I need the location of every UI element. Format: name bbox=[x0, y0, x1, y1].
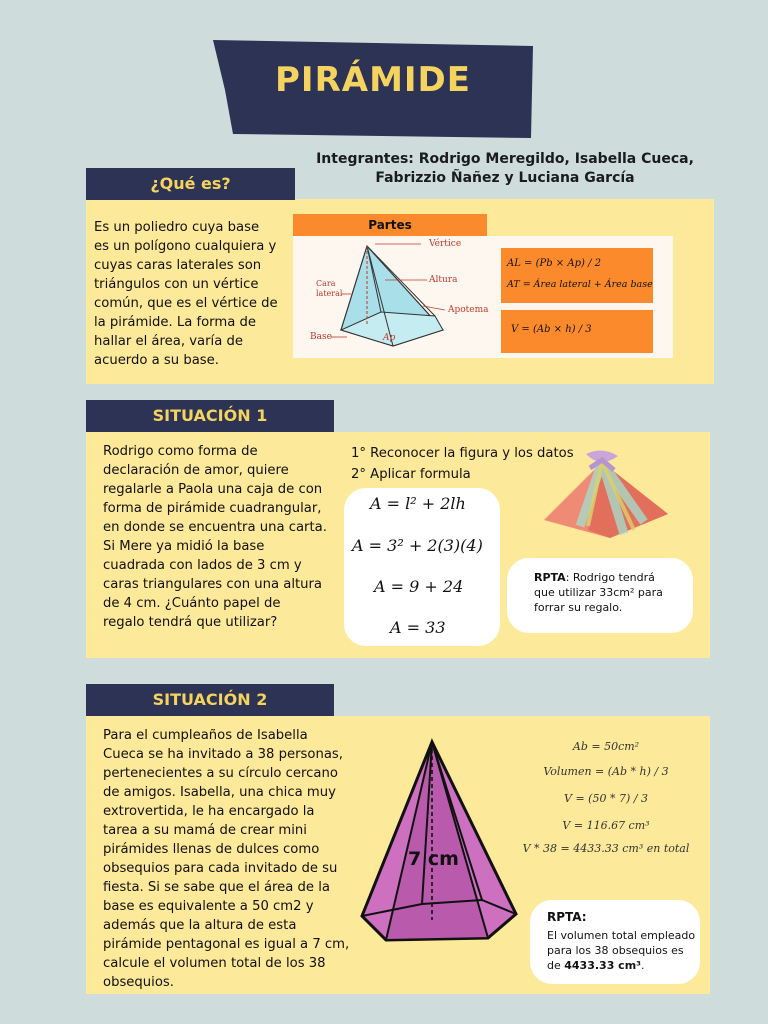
members-credit: Integrantes: Rodrigo Meregildo, Isabella Cueca, Fabrizzio Ñañez y Luciana García bbox=[316, 151, 694, 186]
vertice-label: Vértice bbox=[429, 239, 462, 249]
area-formulas-box: AL = (Pb × Ap) / 2 AT = Área lateral + Área base bbox=[501, 248, 653, 303]
situacion2-heading: SITUACIÓN 2 bbox=[86, 684, 334, 716]
situacion1-steps: 1° Reconocer la figura y los datos 2° Aplicar formula bbox=[351, 446, 574, 482]
base-label: Base bbox=[310, 332, 332, 342]
situacion2-equations: Ab = 50cm² Volumen = (Ab * h) / 3 V = (50 * 7) / 3 V = 116.67 cm³ V * 38 = 4433.33 cm³ en total bbox=[522, 740, 690, 855]
altura-label: Altura bbox=[429, 275, 458, 285]
pentagonal-pyramid-image bbox=[352, 736, 520, 948]
apotema-label: Apotema bbox=[448, 305, 489, 315]
ap-label: Ap bbox=[383, 333, 396, 343]
situacion2-answer: RPTA: El volumen total empleado para los 38 obsequios es de 4433.33 cm³. bbox=[530, 900, 700, 984]
situacion1-answer: RPTA: Rodrigo tendrá que utilizar 33cm² para forrar su regalo. bbox=[507, 558, 693, 633]
situacion1-equations: A = l² + 2lh A = 3² + 2(3)(4) A = 9 + 24 A = 33 bbox=[344, 488, 500, 646]
partes-label: Partes bbox=[293, 214, 487, 236]
situacion1-heading: SITUACIÓN 1 bbox=[86, 400, 334, 432]
situacion1-text: Rodrigo como forma de declaración de amor, quiere regalarle a Paola una caja de con forma de pirámide cuadrangular, en donde se encuentra una carta. Si Mere ya midió la base cuadrada con lados de 3 cm y caras triangulares con una altura de 4 cm. ¿Cuánto papel de regalo tendrá que utilizar? bbox=[103, 444, 327, 630]
que-es-text: Es un poliedro cuya base es un polígono cualquiera y cuyas caras laterales son triángulos con un vértice común, que es el vértice de la pirámide. La forma de hallar el área, varía de acuerdo a su base. bbox=[94, 220, 278, 368]
que-es-heading: ¿Qué es? bbox=[86, 168, 295, 200]
volume-formula-box: V = (Ab × h) / 3 bbox=[501, 310, 653, 353]
height-label: 7 cm bbox=[408, 848, 459, 870]
cara-lateral-label: Cara lateral bbox=[316, 279, 343, 298]
gift-pyramid-image bbox=[540, 448, 672, 540]
situacion2-text: Para el cumpleaños de Isabella Cueca se ha invitado a 38 personas, pertenecientes a su círculo cercano de amigos. Isabella, una chica muy extrovertida, le ha encargado la tarea a su mamá de crear mini pirámides llenas de dulces como obsequios para cada invitado de su fiesta. Si se sabe que el área de la base es equivalente a 50 cm2 y además que la altura de esta pirámide pentagonal es igual a 7 cm, calcule el volumen total de los 38 obsequios. bbox=[103, 728, 350, 990]
page-title: PIRÁMIDE bbox=[275, 60, 471, 100]
